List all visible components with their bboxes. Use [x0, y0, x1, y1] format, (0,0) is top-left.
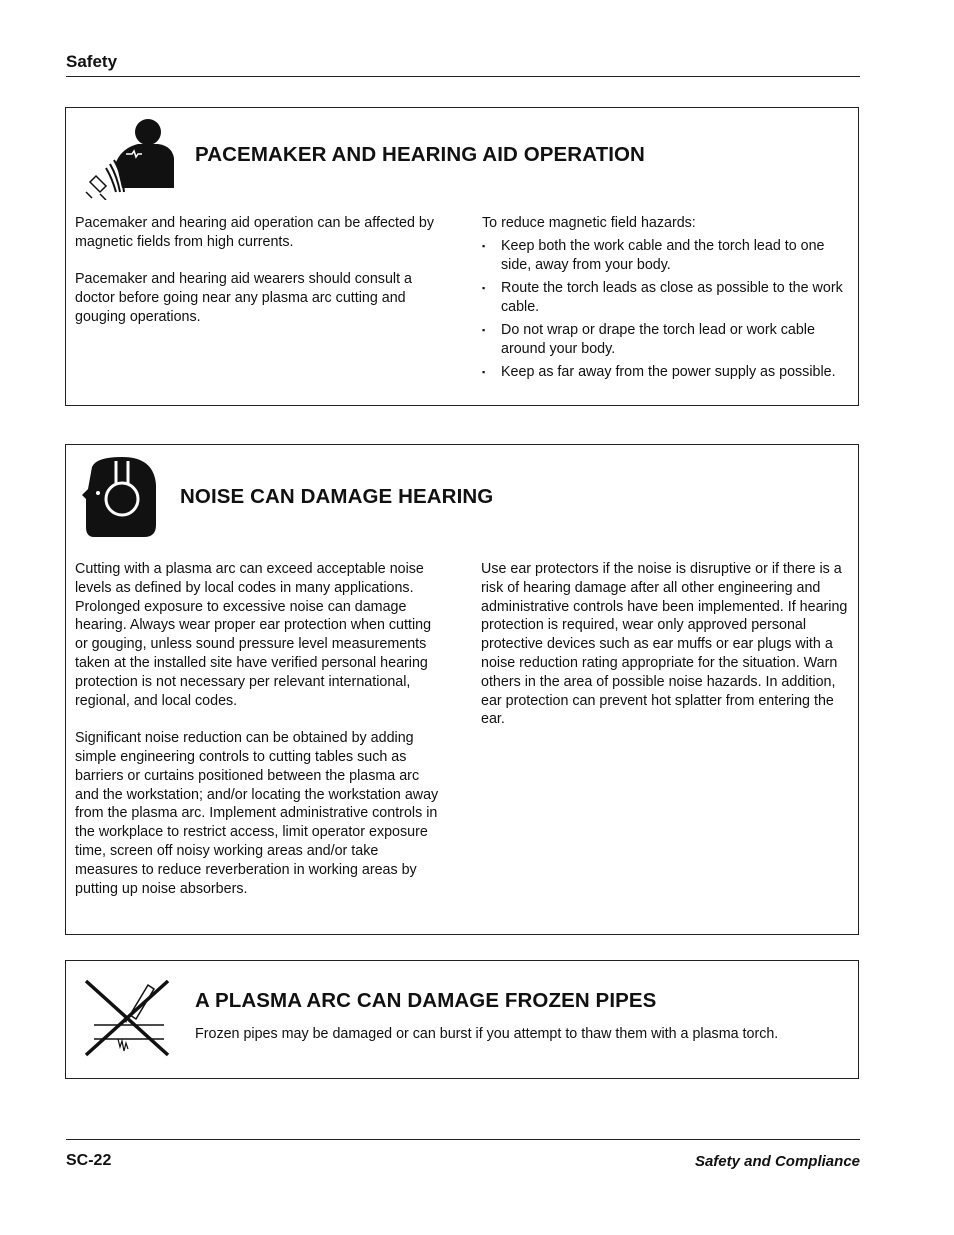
- paragraph: Use ear protectors if the noise is disruptive or if there is a risk of hearing damage after all other engineering and administrative controls have been implemented. If hearing protection is required, wear only approved personal protective devices such as ear muffs or ear plugs with a noise reduction rating appropriate for the situation. Warn others in the area of possible noise hazards. In addition, ear protection can prevent hot splatter from entering the ear.: [481, 561, 848, 728]
- pacemaker-section: [65, 107, 859, 406]
- pacemaker-left-column: [75, 214, 445, 346]
- no-thaw-pipes-icon: [82, 977, 174, 1061]
- section-title: Safety: [66, 52, 118, 71]
- ear-protection-icon: [82, 455, 160, 541]
- noise-section: [65, 444, 859, 935]
- frozen-title: A PLASMA ARC CAN DAMAGE FROZEN PIPES: [195, 989, 657, 1012]
- frozen-pipes-section: [65, 960, 859, 1079]
- paragraph: Pacemaker and hearing aid operation can be affected by magnetic fields from high currents.: [75, 215, 434, 250]
- noise-title: NOISE CAN DAMAGE HEARING: [180, 485, 494, 508]
- hazard-intro: To reduce magnetic field hazards:: [482, 215, 696, 231]
- pacemaker-warning-icon: [82, 118, 178, 200]
- noise-left-column: [75, 560, 445, 917]
- document-title: Safety and Compliance: [694, 1153, 860, 1170]
- paragraph: Cutting with a plasma arc can exceed acceptable noise levels as defined by local codes in many applications. Prolonged exposure to excessive noise can damage hearing. Always wear proper ear protection when cutting or gouging, unless sound pressure level measurements taken at the installed site have verified personal hearing protection is not necessary per relevant international, regional, and local codes.: [75, 561, 432, 709]
- pacemaker-title: PACEMAKER AND HEARING AID OPERATION: [195, 143, 645, 166]
- hazard-list: [482, 237, 854, 382]
- noise-right-column: [481, 560, 853, 748]
- list-item: ▪ Do not wrap or drape the torch lead or work cable around your body.: [482, 321, 854, 359]
- page-footer: [66, 1139, 860, 1180]
- frozen-text: Frozen pipes may be damaged or can burst if you attempt to thaw them with a plasma torch.: [195, 1026, 779, 1042]
- pacemaker-right-column: [482, 214, 854, 386]
- page-header: [66, 50, 860, 77]
- paragraph: Significant noise reduction can be obtained by adding simple engineering controls to cutting tables such as barriers or curtains positioned between the plasma arc and the workstation; and/or locating the workstation away from the plasma arc. Implement administrative controls in the workplace to restrict access, limit operator exposure time, screen off noisy working areas and/or take measures to reduce reverberation in working areas by putting up noise absorbers.: [75, 730, 439, 897]
- page-number: SC-22: [66, 1152, 112, 1169]
- list-item: ▪ Keep both the work cable and the torch lead to one side, away from your body.: [482, 237, 854, 275]
- list-item: ▪ Route the torch leads as close as possible to the work cable.: [482, 279, 854, 317]
- list-item: ▪ Keep as far away from the power supply as possible.: [482, 363, 854, 382]
- paragraph: Pacemaker and hearing aid wearers should consult a doctor before going near any plasma arc cutting and gouging operations.: [75, 271, 412, 325]
